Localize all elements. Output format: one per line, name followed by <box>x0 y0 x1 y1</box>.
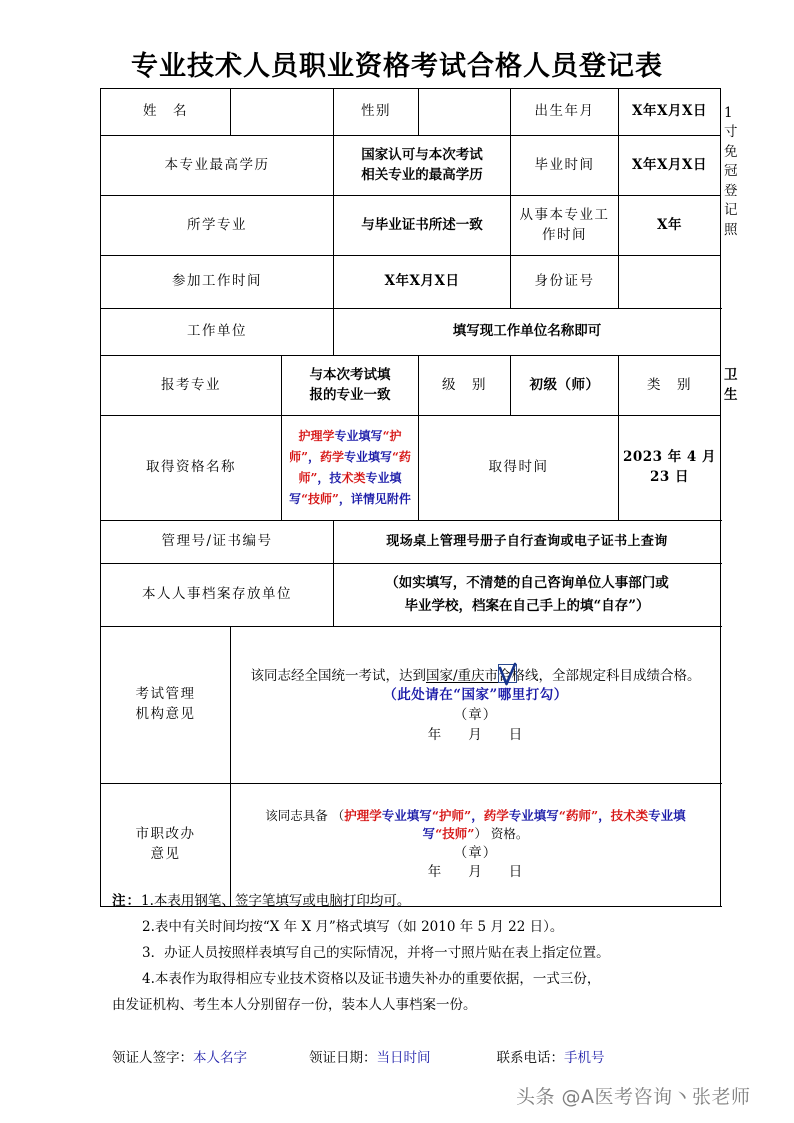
footer-date-group <box>309 1046 431 1066</box>
rich-text-run: “技师” <box>301 492 339 506</box>
cell-idnumber-value[interactable] <box>619 256 721 309</box>
workyears-label-line2: 作时间 <box>542 226 587 243</box>
cell-mgmtno-value[interactable]: 现场桌上管理号册子自行查询或电子证书上查询 <box>334 521 721 564</box>
table-row-exam-opinion <box>101 627 721 784</box>
cell-level-value[interactable]: 初级（师） <box>511 356 619 416</box>
table-row-archive <box>101 564 721 627</box>
cell-workstart-value[interactable]: X年X月X日 <box>334 256 511 309</box>
city-date-year: 年 <box>427 864 443 881</box>
cell-gender-value[interactable] <box>419 89 511 136</box>
city-opinion-prefix: 该同志具备 （ <box>265 808 345 824</box>
city-opinion-sentence <box>234 807 717 825</box>
cell-workunit-label: 工作单位 <box>101 309 334 356</box>
rich-text-run: ， <box>598 808 611 824</box>
cell-workyears-value[interactable]: X年 <box>619 196 721 256</box>
cell-qualification-label: 取得资格名称 <box>101 416 282 521</box>
signature-label: 领证人签字： <box>112 1050 193 1066</box>
cell-major-value[interactable]: 与毕业证书所述一致 <box>334 196 511 256</box>
rich-text-run: ， <box>471 808 484 824</box>
cell-workstart-label: 参加工作时间 <box>101 256 334 309</box>
check-icon <box>499 665 516 687</box>
cell-exam-opinion-label <box>101 627 231 784</box>
rich-text-run: “药师” <box>298 450 411 485</box>
form-notes <box>112 888 732 1018</box>
city-date-month: 月 <box>468 864 483 881</box>
cell-education-value[interactable] <box>334 136 511 196</box>
exam-opinion-scope-underlined: 国家/重庆市 <box>425 667 499 684</box>
cell-name-label: 姓 名 <box>101 89 231 136</box>
national-checkbox[interactable] <box>498 665 518 685</box>
page-title: 专业技术人员职业资格考试合格人员登记表 <box>131 51 663 82</box>
city-opinion-suffix: ） 资格。 <box>474 826 529 842</box>
city-opinion-date <box>234 863 717 883</box>
rich-text-run: 写 <box>422 826 436 842</box>
table-row-workstart <box>101 256 721 309</box>
rich-text-run: ， <box>307 450 320 464</box>
cell-archive-label: 本人人事档案存放单位 <box>101 564 334 627</box>
footer-signature-group <box>112 1046 247 1066</box>
rich-text-run: “护师” <box>431 808 472 824</box>
note-line-1 <box>112 888 732 914</box>
exam-date-month: 月 <box>468 726 483 743</box>
cell-category-label: 类 别 <box>619 356 721 416</box>
exam-opinion-stamp: （章） <box>453 707 498 723</box>
cell-mgmtno-label: 管理号/证书编号 <box>101 521 334 564</box>
exam-opinion-text-a: 该同志经全国统一考试，达到 <box>250 667 426 684</box>
education-value-line2: 相关专业的最高学历 <box>361 166 483 183</box>
rich-text-run: 专业填写 <box>334 429 383 443</box>
cell-workunit-value[interactable]: 填写现工作单位名称即可 <box>334 309 721 356</box>
exam-opinion-label-line1: 考试管理 <box>135 686 196 703</box>
rich-text-run: 情见附件 <box>362 492 411 506</box>
table-row-apply: 报考专业 与本次考试填 报的专业一致 级 别 初级（师） 类 别 卫生 <box>101 356 721 416</box>
cell-name-value[interactable] <box>231 89 334 136</box>
rich-text-run: 药学 <box>319 450 344 464</box>
rich-text-run: 专业填写 <box>289 471 402 506</box>
cell-education-label: 本专业最高学历 <box>101 136 334 196</box>
footer-phone-group <box>497 1046 605 1066</box>
cell-archive-value[interactable] <box>334 564 721 627</box>
rich-text-run: 专业填 <box>648 808 686 824</box>
table-row-education <box>101 136 721 196</box>
phone-value[interactable]: 手机号 <box>564 1050 605 1066</box>
rich-text-run: 术类 <box>341 471 366 485</box>
cell-obtaintime-value[interactable]: 2023 年 4 月 23 日 <box>619 416 721 521</box>
table-row-name: 姓 名 性别 出生年月 X年X月X日 1寸免冠登记照 <box>101 89 721 136</box>
watermark-credit: 头条 @A医考咨询丶张老师 <box>516 1086 751 1108</box>
workyears-label-line1: 从事本专业工 <box>519 206 610 223</box>
notes-heading: 注： <box>112 893 141 909</box>
cell-graduation-value[interactable]: X年X月X日 <box>619 136 721 196</box>
rich-text-run: ，技 <box>317 471 342 485</box>
registration-table <box>100 88 740 907</box>
table-row-qualification <box>101 416 721 521</box>
receive-date-label: 领证日期： <box>309 1050 377 1066</box>
note-item-4: 4.本表作为取得相应专业技术资格以及证书遗失补办的重要依据，一式三份， <box>142 971 601 988</box>
cell-idnumber-label: 身份证号 <box>511 256 619 309</box>
cell-birth-value[interactable]: X年X月X日 <box>619 89 721 136</box>
archive-value-line2: 毕业学校，档案在自己手上的填“自存”） <box>404 598 650 614</box>
cell-level-label: 级 别 <box>419 356 511 416</box>
rich-text-run: ，详 <box>338 492 363 506</box>
city-date-day: 日 <box>508 864 524 881</box>
rich-text-run: 专业填写 <box>508 808 559 824</box>
rich-text-run: 护理学 <box>298 429 335 443</box>
cell-graduation-label: 毕业时间 <box>511 136 619 196</box>
exam-opinion-text-b: 合格线，全部规定科目成绩合格。 <box>498 667 701 684</box>
note-item-1: 1.本表用钢笔、签字笔填写或电脑打印均可。 <box>141 893 411 909</box>
city-opinion-label-line2: 意见 <box>150 846 181 862</box>
rich-text-run: 专业填写 <box>344 450 393 464</box>
exam-opinion-label-line2: 机构意见 <box>135 706 196 722</box>
applymajor-line1: 与本次考试填 <box>309 366 391 383</box>
city-opinion-sentence-2 <box>234 825 717 843</box>
cell-major-label: 所学专业 <box>101 196 334 256</box>
phone-label: 联系电话： <box>496 1050 564 1066</box>
cell-qualification-value[interactable] <box>282 416 419 521</box>
rich-text-run: “技师” <box>435 826 475 842</box>
table-row-mgmtno <box>101 521 721 564</box>
exam-opinion-date <box>234 726 717 746</box>
archive-value-line1: （如实填写，不清楚的自己咨询单位人事部门或 <box>385 575 669 592</box>
cell-exam-opinion-body <box>231 627 721 784</box>
receive-date-value[interactable]: 当日时间 <box>376 1050 431 1066</box>
rich-text-run: “护师” <box>289 429 402 464</box>
table-row-major <box>101 196 721 256</box>
exam-opinion-hint: （此处请在“国家”哪里打勾） <box>383 687 568 704</box>
cell-gender-label: 性别 <box>334 89 419 136</box>
city-opinion-rich-2 <box>423 826 475 841</box>
cell-applymajor-value[interactable] <box>282 356 419 416</box>
exam-opinion-sentence <box>234 665 717 687</box>
signature-value[interactable]: 本人名字 <box>193 1050 247 1066</box>
note-item-4b: 由发证机构、考生本人分别留存一份，装本人人事档案一份。 <box>112 997 477 1014</box>
cell-birth-label: 出生年月 <box>511 89 619 136</box>
cell-obtaintime-label: 取得时间 <box>419 416 619 521</box>
exam-date-day: 日 <box>508 726 524 743</box>
exam-date-year: 年 <box>427 726 443 743</box>
cell-applymajor-label: 报考专业 <box>101 356 282 416</box>
city-opinion-rich-1 <box>344 808 685 823</box>
rich-text-run: 护理学 <box>344 808 382 824</box>
city-opinion-stamp: （章） <box>453 844 498 861</box>
note-item-2: 2.表中有关时间均按“X 年 X 月”格式填写（如 2010 年 5 月 22 日）。 <box>142 919 564 936</box>
rich-text-run: 技术类 <box>610 808 649 824</box>
footer-signature-row <box>112 1046 752 1066</box>
education-value-line1: 国家认可与本次考试 <box>361 146 483 163</box>
table-row-workunit <box>101 309 721 356</box>
rich-text-run: 药学 <box>483 808 509 824</box>
note-item-3: 3．办证人员按照样表填写自己的实际情况，并将一寸照片贴在表上指定位置。 <box>142 945 610 962</box>
city-opinion-label-line1: 市职改办 <box>135 826 196 843</box>
applymajor-line2: 报的专业一致 <box>309 386 391 403</box>
rich-text-run: “药师” <box>558 808 599 824</box>
rich-text-run: 专业填写 <box>381 808 432 824</box>
cell-workyears-label <box>511 196 619 256</box>
